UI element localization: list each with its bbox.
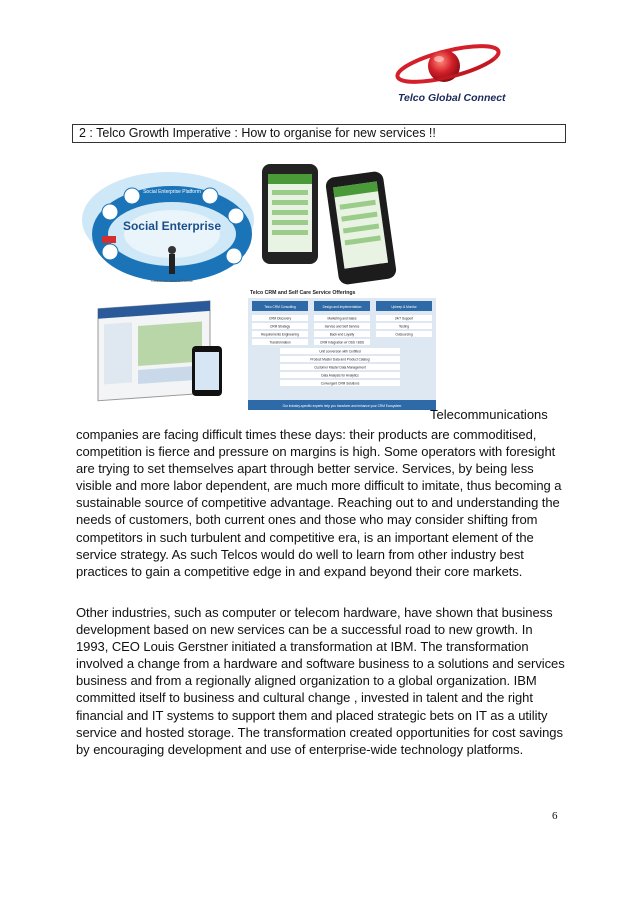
offerings-cell: Transformation (269, 340, 291, 345)
page-number: 6 (552, 810, 558, 822)
web-app-screenshot (98, 301, 222, 401)
offerings-footer: Our industry-specific experts help you transform and enhance your CRM Ecosystem (282, 403, 402, 408)
paragraph-1: companies are facing difficult times these days: their products are commoditised, competition is fierce and pressure on margins is high. Some operators with foresight are trying to set themselves apart through better service. Services, by being less visible and more labor dependent, are much more difficult to imitate, thus becoming a sustainable source of competitive advantage. Reaching out to and understanding the needs of customers, both current ones and those who may consider shifting from competitors in such turbulent and competitive era, is an important element of the service strategy. As such Telcos would do well to learn from other industry best practices to gain a competitive edge in and expand beyond their core markets. (76, 427, 562, 579)
smartphones-image (262, 164, 397, 286)
social-caption: Customer Social Profile (151, 278, 193, 283)
offerings-wide-row: Data Analysis for Analytics (321, 373, 359, 378)
offerings-cell: CRM Discovery (268, 316, 292, 321)
offerings-wide-row: Convergent CRM Solutions (320, 381, 360, 386)
offerings-col-3: Upkeep & Monitor (391, 305, 417, 309)
offerings-cell: Requirements Engineering (261, 332, 299, 337)
offerings-cell: 24/7 Support (394, 316, 414, 321)
section-heading: 2 : Telco Growth Imperative : How to organise for new services !! (72, 124, 566, 143)
social-title: Social Enterprise (122, 219, 222, 233)
social-enterprise-graphic (82, 172, 254, 283)
paragraph-2: Other industries, such as computer or telecom hardware, have shown that business development based on new services can be a successful road to new growth. In 1993, CEO Louis Gerstner initiated a transformation at IBM. The transformation involved a change from a hardware and software business to a solutions and services business and from a regionally aligned organization to a global organization. IBM committed itself to business and cultural change , invested in talent and the right financial and IT systems to support them and placed strategic bets on IT as a utility service and hosted storage. The transformation created opportunities for cost savings by encouraging development and use of enterprise-wide technology platforms. (76, 605, 565, 757)
collage-image (80, 160, 442, 418)
offerings-title: Telco CRM and Self Care Service Offerings (250, 290, 356, 296)
offerings-wide-row: Product Master Data and Product Catalog (310, 357, 370, 362)
offerings-table (248, 290, 436, 410)
offerings-wide-row: Unit conversion with Certified (319, 349, 361, 354)
offerings-cell: Back-end Loyalty (329, 332, 355, 337)
offerings-wide-row: Customer Master Data Management (314, 365, 366, 370)
lead-word: Telecommunications (430, 407, 548, 422)
offerings-col-1: Telco CRM Consulting (264, 305, 296, 309)
offerings-cell: Testing (398, 324, 410, 329)
offerings-cell: Outsourcing (395, 332, 413, 337)
offerings-cell: Service and Self Service (324, 324, 360, 329)
social-ring-label: Social Enterprise Platform (143, 189, 201, 195)
offerings-cell: CRM Strategy (269, 324, 291, 329)
offerings-cell: Marketing and Sales (327, 316, 357, 321)
logo-wordmark: Telco Global Connect (398, 92, 506, 104)
offerings-cell: CRM Integration w/ OSS / BSS (320, 340, 364, 345)
offerings-col-2: Design and Implementation (322, 305, 362, 309)
